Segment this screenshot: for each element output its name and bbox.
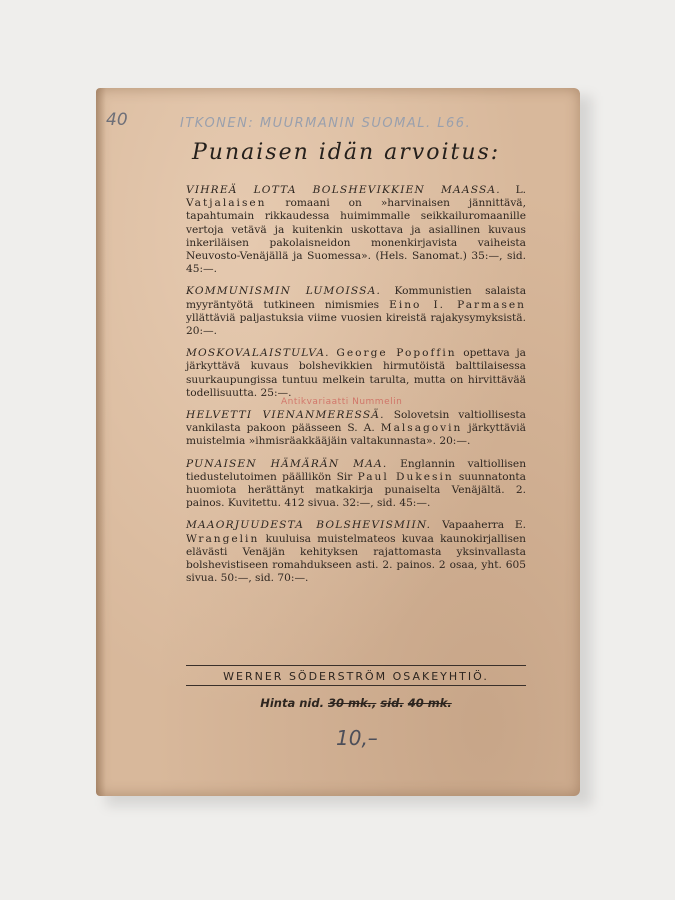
book-entry-4	[186, 409, 526, 449]
price-line	[186, 696, 526, 710]
price-label: Hinta nid.	[260, 696, 324, 710]
price-sid-label: sid.	[380, 696, 404, 710]
description-lead: Englannin valtiollisen tiedustelutoimen päällikön Sir	[186, 457, 527, 483]
description-lead: Vapaaherra E.	[442, 519, 526, 532]
book-title: PUNAISEN HÄMÄRÄN MAA.	[186, 457, 388, 470]
book-description: suunnatonta huomiota herättänyt matkakirja punaiselta Venäjältä. 2. painos. Kuvitettu. 412 sivua. 32:—, sid. 45:—.	[186, 470, 526, 510]
price-nid: 30 mk.,	[327, 696, 377, 710]
book-author: Wrangelin	[186, 532, 260, 545]
cover-edge	[96, 88, 106, 796]
book-author: George Popoffin	[336, 347, 457, 360]
book-description: romaani on »harvinaisen jännittävä, tapahtumain rikkaudessa huimimmalle seikkailuromaanille vertoja vetävä ja kuitenkin uskottava ja asiallinen kuvaus inkeriläisen pakolaisneidon monenkirjavista vaiheista Neuvosto-Venäjällä ja Suomessa». (Hels. Sanomat.) 35:—, sid. 45:—.	[186, 197, 526, 276]
book-list	[186, 184, 526, 594]
book-back-cover	[96, 88, 580, 796]
watermark: Antikvariaatti Nummelin	[281, 397, 403, 407]
cover-heading: Punaisen idän arvoitus:	[192, 140, 501, 165]
book-entry-6	[186, 519, 526, 585]
author-prefix: L.	[515, 184, 527, 196]
book-title: MOSKOVALAISTULVA.	[186, 347, 330, 360]
book-title: KOMMUNISMIN LUMOISSA.	[186, 285, 382, 298]
book-entry-5	[186, 458, 526, 511]
book-entry-3	[186, 347, 526, 400]
handwritten-corner-number: 40	[106, 110, 128, 130]
book-title: VIHREÄ LOTTA BOLSHEVIKKIEN MAASSA.	[186, 184, 501, 196]
book-entry-1	[186, 184, 526, 276]
handwritten-top-note: ITKONEN: MUURMANIN SUOMAL. L66.	[180, 116, 472, 131]
book-entry-2	[186, 285, 526, 338]
book-description: yllättäviä paljastuksia viime vuosien kireistä rajakysymyksistä. 20:—.	[186, 311, 526, 338]
book-author: Malsagovin	[380, 422, 463, 435]
publisher-rule	[186, 685, 526, 686]
book-description: kuuluisa muistelmateos kuvaa kaunokirjallisen elävästi Venäjän kehityksen rajattomasta yksinvallasta bolshevistiseen romahdukseen asti. 2. painos. 2 osaa, yht. 605 sivua. 50:—, sid. 70:—.	[186, 532, 526, 585]
book-description: järkyttäviä muistelmia »ihmisräakkääjäin valtakunnasta». 20:—.	[186, 422, 526, 448]
publisher-name: WERNER SÖDERSTRÖM OSAKEYHTIÖ.	[186, 665, 526, 683]
handwritten-price: 10,–	[336, 726, 378, 750]
description-lead: Solovetsin valtiollisesta vankilasta pakoon päässeen S. A.	[186, 409, 526, 435]
book-title: MAAORJUUDESTA BOLSHEVISMIIN.	[186, 519, 432, 532]
book-title: HELVETTI VIENANMERESSÄ.	[186, 409, 385, 422]
book-author: Vatjalaisen	[186, 197, 267, 210]
book-author: Eino I. Parmasen	[389, 298, 526, 311]
book-author: Paul Dukesin	[357, 470, 454, 483]
price-sid: 40 mk.	[407, 696, 452, 710]
book-description: opettava ja järkyttävä kuvaus bolshevikkien hirmutöistä balttilaisessa suurkaupungissa tuntuu melkein tarulta, mutta on hirvittävää todellisuutta. 25:—.	[186, 347, 526, 399]
description-lead: Kommunistien salaista myyräntyötä tutkineen nimismies	[186, 285, 527, 311]
